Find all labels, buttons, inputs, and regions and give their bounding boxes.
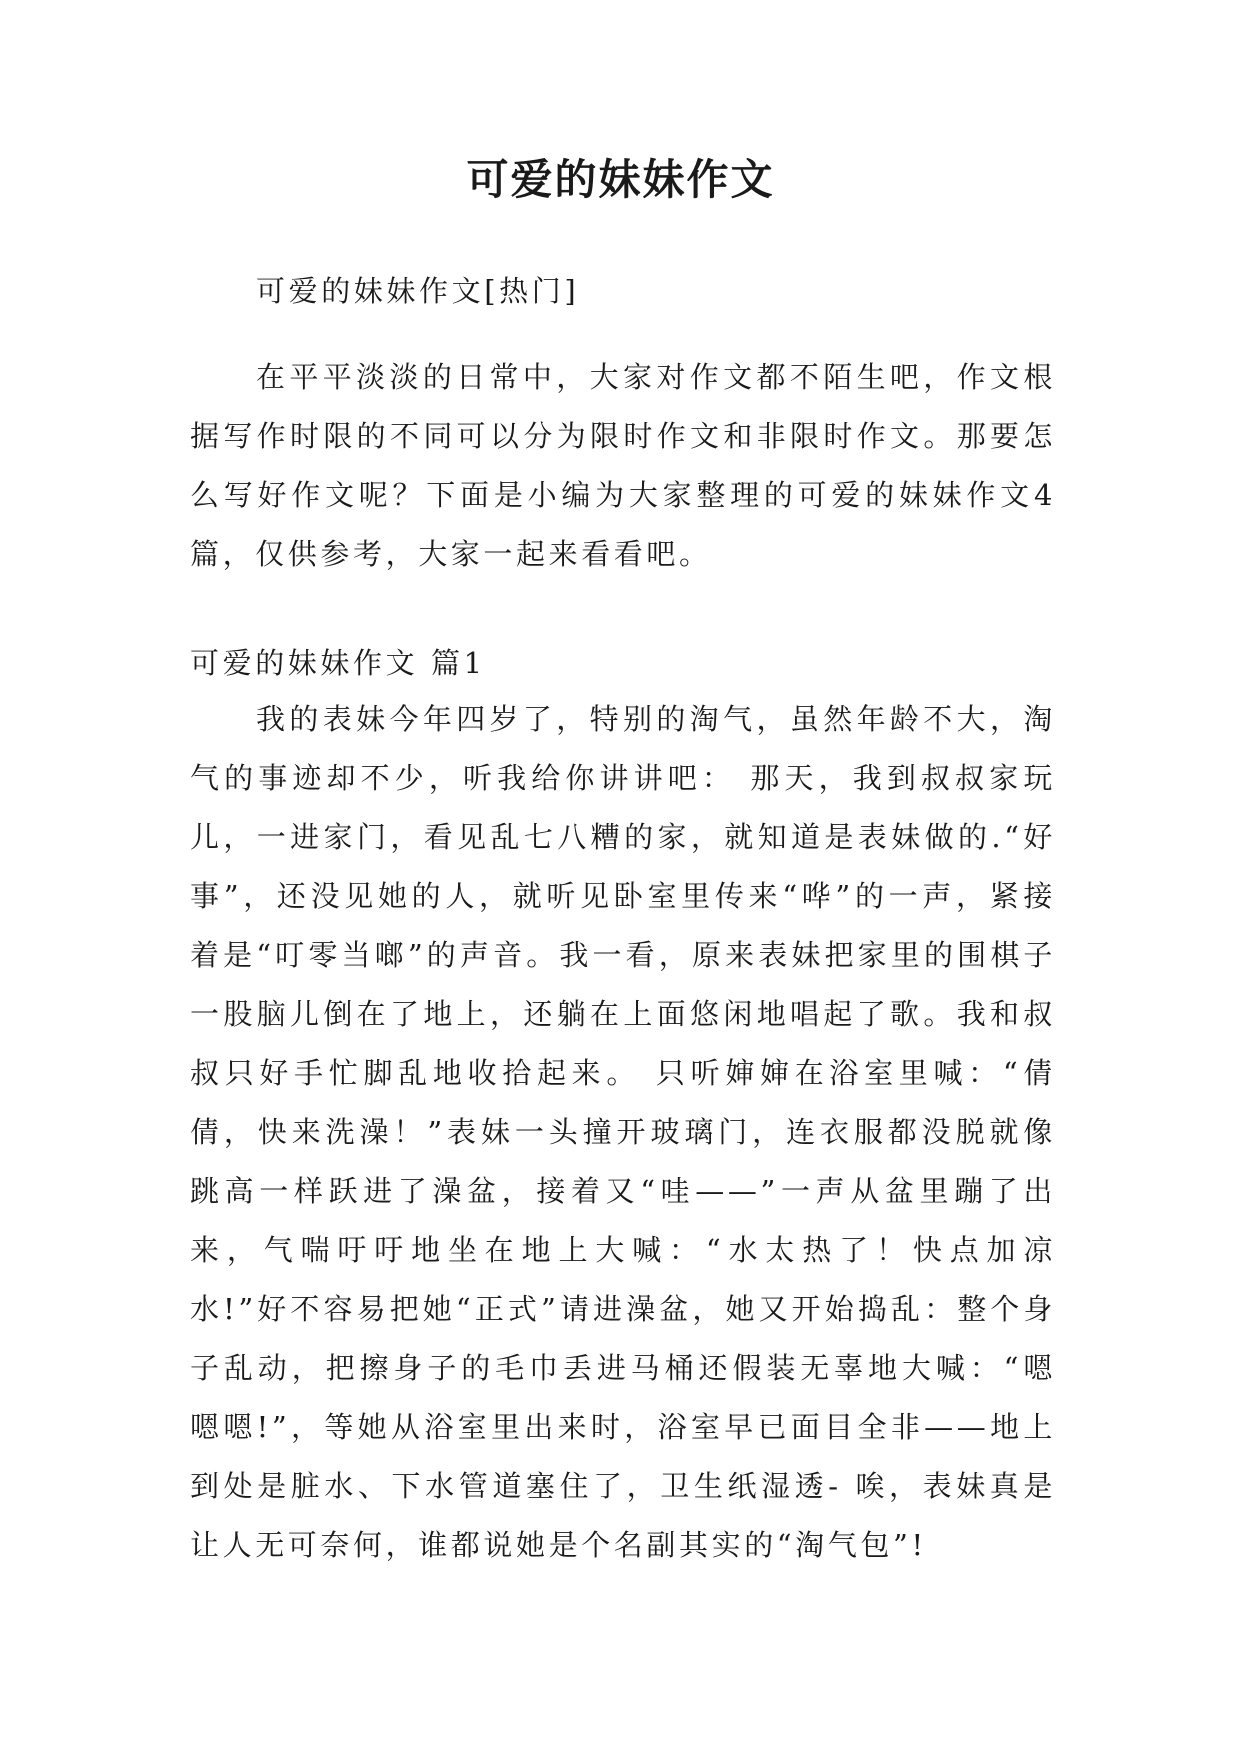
document-subtitle: 可爱的妹妹作文[热门] xyxy=(256,274,580,308)
section-heading: 可爱的妹妹作文 篇1 xyxy=(190,646,486,680)
story-paragraph: 我的表妹今年四岁了，特别的淘气，虽然年龄不大，淘气的事迹却不少，听我给你讲讲吧： 那天，我到叔叔家玩儿，一进家门，看见乱七八糟的家，就知道是表妹做的.“好事”，还没见她的人，就听见卧室里传来“哗”的一声，紧接着是“叮零当啷”的声音。我一看，原来表妹把家里的围棋子一股脑儿倒在了地上，还躺在上面悠闲地唱起了歌。我和叔叔只好手忙脚乱地收拾起来。 只听婶婶在浴室里喊：“倩倩，快来洗澡！”表妹一头撞开玻璃门，连衣服都没脱就像跳高一样跃进了澡盆，接着又“哇——”一声从盆里蹦了出来，气喘吁吁地坐在地上大喊：“水太热了！快点加凉水!”好不容易把她“正式”请进澡盆，她又开始捣乱：整个身子乱动，把擦身子的毛巾丢进马桶还假装无辜地大喊：“嗯嗯嗯!”，等她从浴室里出来时，浴室早已面目全非——地上到处是脏水、下水管道塞住了，卫生纸湿透- 唉，表妹真是让人无可奈何，谁都说她是个名副其实的“淘气包”! xyxy=(190,702,1056,1562)
document-title: 可爱的妹妹作文 xyxy=(466,155,775,204)
intro-paragraph: 在平平淡淡的日常中，大家对作文都不陌生吧，作文根据写作时限的不同可以分为限时作文和非限时作文。那要怎么写好作文呢？下面是小编为大家整理的可爱的妹妹作文4篇，仅供参考，大家一起来看看吧。 xyxy=(190,360,1056,571)
